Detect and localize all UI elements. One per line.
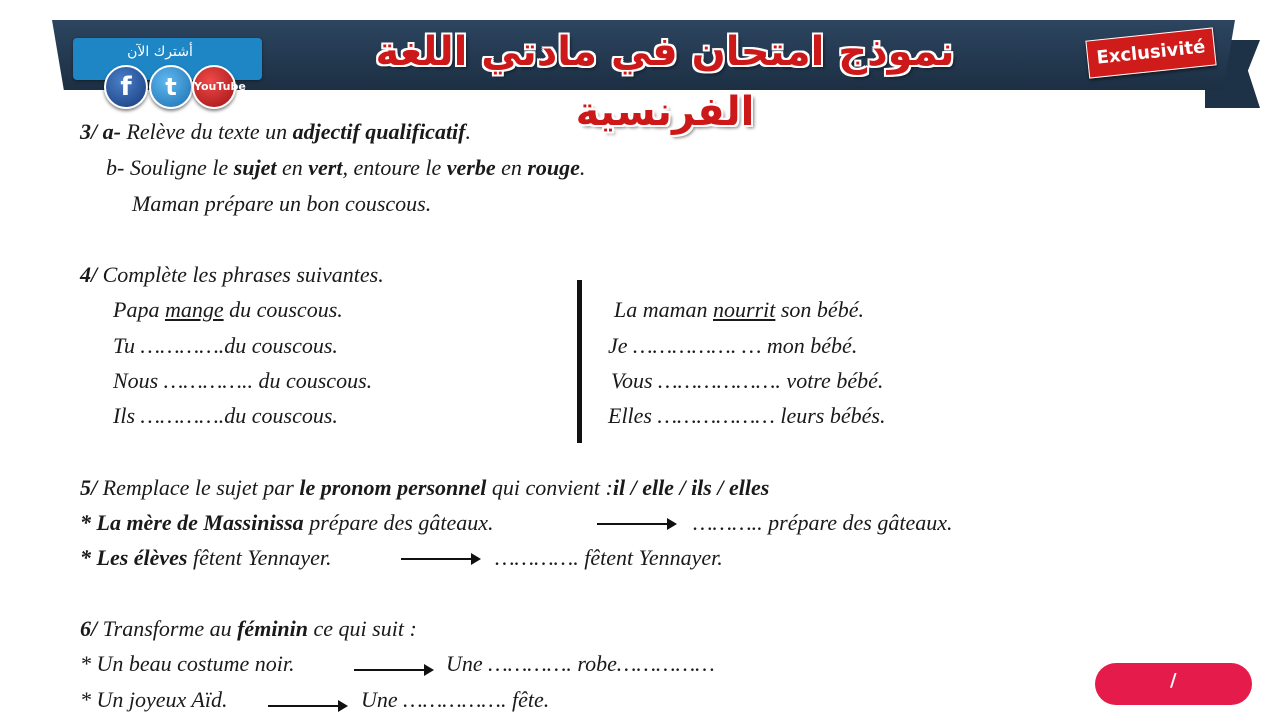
ex6-t1: Transforme au	[102, 616, 232, 641]
column-divider	[577, 280, 582, 443]
youtube-icon[interactable]: YouTube	[192, 65, 236, 109]
ex4-right-line: Elles ……………… leurs bébés.	[608, 403, 886, 428]
ex3-b-rouge: rouge	[527, 155, 580, 180]
ex3-b-sujet: sujet	[233, 155, 277, 180]
ex6-item2-answer: Une ……………. fête.	[361, 687, 550, 712]
exclusive-badge: Exclusivité	[1085, 27, 1216, 78]
twitter-icon[interactable]: t	[149, 65, 193, 109]
ex5-item2-star: *	[80, 545, 91, 570]
ex3-b-t3: , entoure le	[342, 155, 442, 180]
ex4-instruction: Complète les phrases suivantes.	[102, 262, 384, 287]
ex5-number: 5/	[80, 475, 98, 500]
ex3-b-t2: en	[282, 155, 303, 180]
subscribe-label: أشترك الآن	[127, 44, 193, 60]
arrow-icon	[268, 705, 346, 707]
ex4-right-example	[614, 296, 864, 324]
ex3-a-bold: adjectif qualificatif	[292, 119, 466, 144]
ex4-right-line: Je ……………. … mon bébé.	[608, 333, 858, 358]
ex6-instruction-line	[80, 615, 417, 643]
ex3-b-verbe: verbe	[446, 155, 496, 180]
ex5-instruction-line	[80, 474, 769, 502]
ex5-item-1	[80, 509, 494, 537]
ex3-line-b	[106, 154, 585, 182]
ex3-b-t5: .	[579, 155, 586, 180]
ex3-a-text: Relève du texte un	[126, 119, 288, 144]
ex4-number: 4/	[80, 262, 98, 287]
ex6-item-2: * Un joyeux Aïd.	[80, 687, 228, 712]
ex5-t2: qui convient :	[491, 475, 613, 500]
ex4-right-line: Vous ………………. votre bébé.	[611, 368, 884, 393]
ex5-b1: le pronom personnel	[299, 475, 487, 500]
ex4-left-line: Nous ………….. du couscous.	[113, 368, 373, 393]
ex5-item2-subject: Les élèves	[96, 545, 188, 570]
facebook-icon[interactable]: f	[104, 65, 148, 109]
ex4-right-example-subject: La maman	[614, 297, 708, 322]
arrow-icon	[354, 669, 432, 671]
ex4-left-example-subject: Papa	[113, 297, 160, 322]
ex4-left-line: Tu ………….du couscous.	[113, 333, 338, 358]
ex5-t1: Remplace le sujet par	[102, 475, 294, 500]
ex3-b-vert: vert	[308, 155, 343, 180]
ex4-right-example-rest: son bébé.	[780, 297, 864, 322]
ex6-number: 6/	[80, 616, 98, 641]
ex6-t2: ce qui suit :	[313, 616, 417, 641]
ex3-a-end: .	[465, 119, 471, 144]
ex5-item1-subject: La mère de Massinissa	[96, 510, 304, 535]
arrow-icon	[401, 558, 479, 560]
ex5-item2-rest: fêtent Yennayer.	[193, 545, 332, 570]
ex3-a-label: a-	[102, 119, 121, 144]
ex3-sentence: Maman prépare un bon couscous.	[132, 191, 432, 216]
ex4-left-example-rest: du couscous.	[229, 297, 343, 322]
ex5-pronouns: il / elle / ils / elles	[612, 475, 770, 500]
ex3-number: 3/	[80, 119, 98, 144]
ex4-left-line: Ils ………….du couscous.	[113, 403, 338, 428]
ex4-left-example	[113, 296, 343, 324]
ex3-b-t4: en	[501, 155, 522, 180]
ex3-b-label: b-	[106, 155, 125, 180]
ex6-item-1: * Un beau costume noir.	[80, 651, 295, 676]
ex5-item1-rest: prépare des gâteaux.	[309, 510, 494, 535]
ex4-left-example-verb: mange	[164, 297, 224, 322]
ex3-b-t1: Souligne le	[129, 155, 229, 180]
ex6-item1-answer: Une …………. robe……………	[446, 651, 715, 676]
page-title: نموذج امتحان في مادتي اللغة الفرنسية	[375, 29, 955, 135]
ex3-line-a	[80, 118, 471, 146]
ex5-item1-star: *	[80, 510, 91, 535]
ex5-item1-answer: ……….. prépare des gâteaux.	[693, 510, 953, 535]
ex4-right-example-verb: nourrit	[713, 297, 776, 322]
ex5-item-2	[80, 544, 332, 572]
ex5-item2-answer: …………. fêtent Yennayer.	[495, 545, 723, 570]
edit-icon: /	[1170, 670, 1177, 691]
ex6-feminin: féminin	[237, 616, 309, 641]
arrow-icon	[597, 523, 675, 525]
ex4-instruction-line	[80, 261, 384, 289]
